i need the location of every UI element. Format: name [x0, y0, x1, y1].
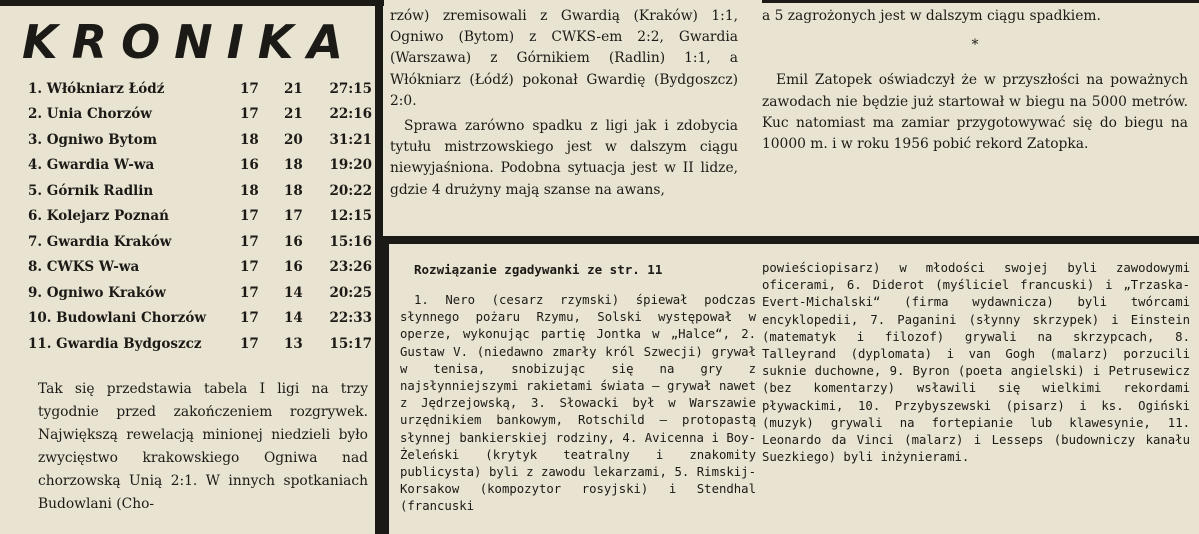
- answer-text-2: powieściopisarz) w młodości swojej byli zawodowymi oficerami, 6. Diderot (myśliciel francuski) i „Trzaska-Evert-Michalski“ (firma wydawnicza) byli twórcami encyklopedii, 7. Paganini (słynny skrzypek) i Einstein (matematyk i filozof) grywali na skrzypcach, 8. Talleyrand (dyplomata) i van Gogh (malarz) porzucili suknie duchowne, 9. Byron (poeta angielski) i Petrusewicz (bez komentarzy) wsławili się wielkimi rekordami pływackimi, 10. Przybyszewski (pisarz) i ks. Ogiński (muzyk) grywali na fortepianie lub klawesynie, 11. Leonardo da Vinci (malarz) i Lesseps (budowniczy kanału Suezkiego) byli inżynierami.: [762, 261, 1190, 465]
- table-row: [28, 76, 372, 102]
- table-cell-played: 18: [240, 182, 259, 199]
- section-title: KRONIKA: [22, 15, 358, 69]
- answer-box-top-rule: [383, 236, 1199, 244]
- left-article-text: Tak się przedstawia tabela I ligi na trzy tygodnie przed zakończeniem rozgrywek. Największą rewelacją minionej niedzieli było zwycięstwo krakowskiego Ogniwa nad chorzowską Unią 2:1. W innych spotkaniach Budowlani (Cho-: [38, 381, 368, 512]
- table-cell-played: 17: [240, 284, 259, 301]
- table-cell-played: 18: [240, 131, 259, 148]
- table-cell-points: 14: [284, 310, 303, 327]
- table-row: [28, 306, 372, 332]
- right-column: [762, 6, 1188, 155]
- table-cell-played: 17: [240, 106, 259, 123]
- table-cell-name: 7. Gwardia Kraków: [28, 233, 172, 250]
- table-cell-name: 6. Kolejarz Poznań: [28, 208, 169, 225]
- table-cell-played: 17: [240, 233, 259, 250]
- table-cell-points: 16: [284, 259, 303, 276]
- table-cell-points: 16: [284, 233, 303, 250]
- table-cell-name: 2. Unia Chorzów: [28, 106, 152, 123]
- answer-column-1: [400, 292, 756, 516]
- answer-title: Rozwiązanie zgadywanki ze str. 11: [414, 262, 663, 277]
- table-cell-goals: 31:21: [329, 131, 372, 148]
- table-cell-name: 11. Gwardia Bydgoszcz: [28, 335, 202, 352]
- answer-box-left-rule: [383, 236, 389, 534]
- table-cell-played: 16: [240, 157, 259, 174]
- table-cell-goals: 22:16: [329, 106, 372, 123]
- table-cell-points: 18: [284, 157, 303, 174]
- table-cell-goals: 27:15: [329, 80, 372, 97]
- table-row: [28, 127, 372, 153]
- table-cell-played: 17: [240, 259, 259, 276]
- table-cell-name: 8. CWKS W-wa: [28, 259, 140, 276]
- league-table: [28, 76, 372, 357]
- table-row: [28, 280, 372, 306]
- middle-paragraph-2: Sprawa zarówno spadku z ligi jak i zdobycia tytułu mistrzowskiego jest w dalszym ciągu niewyjaśniona. Podobna sytuacja jest w II lidze, gdzie 4 drużyny mają szanse na awans,: [390, 118, 738, 198]
- table-cell-points: 20: [284, 131, 303, 148]
- table-cell-played: 17: [240, 208, 259, 225]
- table-row: [28, 178, 372, 204]
- table-cell-name: 3. Ogniwo Bytom: [28, 131, 158, 148]
- table-row: [28, 153, 372, 179]
- table-cell-name: 9. Ogniwo Kraków: [28, 284, 166, 301]
- table-cell-points: 18: [284, 182, 303, 199]
- answer-text-1: 1. Nero (cesarz rzymski) śpiewał podczas słynnego pożaru Rzymu, Solski występował w operze, wykonując partię Jontka w „Halce“, 2. Gustaw V. (niedawno zmarły król Szwecji) grywał w tenisa, snobizując się na gry z najsłynniejszymi rakietami świata — grywał nawet z Jędrzejowską, 3. Słowacki był w Warszawie urzędnikiem bankowym, Rotschild — protopastą słynnej bankierskiej rodziny, 4. Avicenna i Boy-Żeleński (krytyk teatralny i znakomity publicysta) byli z zawodu lekarzami, 5. Rimskij-Korsakow (kompozytor rosyjski) i Stendhal (francuski: [400, 293, 756, 514]
- table-cell-goals: 20:22: [329, 182, 372, 199]
- table-cell-points: 17: [284, 208, 303, 225]
- table-cell-points: 21: [284, 80, 303, 97]
- table-cell-name: 4. Gwardia W-wa: [28, 157, 155, 174]
- table-row: [28, 255, 372, 281]
- left-top-rule: [0, 0, 384, 6]
- right-paragraph-1: a 5 zagrożonych jest w dalszym ciągu spadkiem.: [762, 8, 1101, 24]
- table-cell-name: 1. Włókniarz Łódź: [28, 80, 165, 97]
- table-row: [28, 102, 372, 128]
- left-vertical-rule: [375, 0, 383, 534]
- table-cell-points: 14: [284, 284, 303, 301]
- answer-column-2: [762, 260, 1190, 466]
- table-row: [28, 331, 372, 357]
- table-cell-name: 10. Budowlani Chorzów: [28, 310, 206, 327]
- table-cell-name: 5. Górnik Radlin: [28, 182, 154, 199]
- right-paragraph-2: Emil Zatopek oświadczył że w przyszłości na poważnych zawodach nie będzie już startował w biegu na 5000 metrów. Kuc natomiast ma zamiar przygotowywać się do biegu na 10000 m. i w roku 1956 pobić rekord Zatopka.: [762, 72, 1188, 153]
- table-cell-played: 17: [240, 310, 259, 327]
- table-cell-played: 17: [240, 335, 259, 352]
- table-cell-goals: 15:16: [329, 233, 372, 250]
- table-cell-goals: 12:15: [329, 208, 372, 225]
- table-cell-goals: 20:25: [329, 284, 372, 301]
- table-cell-points: 21: [284, 106, 303, 123]
- table-cell-goals: 22:33: [329, 310, 372, 327]
- table-row: [28, 229, 372, 255]
- middle-paragraph-1: rzów) zremisowali z Gwardią (Kraków) 1:1, Ogniwo (Bytom) z CWKS-em 2:2, Gwardia (Warszawa) z Górnikiem (Radlin) 1:1, a Włókniarz (Łódź) pokonał Gwardię (Bydgoszcz) 2:0.: [390, 8, 738, 109]
- table-cell-goals: 19:20: [329, 157, 372, 174]
- table-cell-played: 17: [240, 80, 259, 97]
- section-separator: *: [971, 37, 979, 54]
- right-top-rule: [762, 0, 1199, 3]
- table-cell-goals: 15:17: [329, 335, 372, 352]
- table-cell-goals: 23:26: [329, 259, 372, 276]
- middle-column: [390, 6, 738, 201]
- table-row: [28, 204, 372, 230]
- table-cell-points: 13: [284, 335, 303, 352]
